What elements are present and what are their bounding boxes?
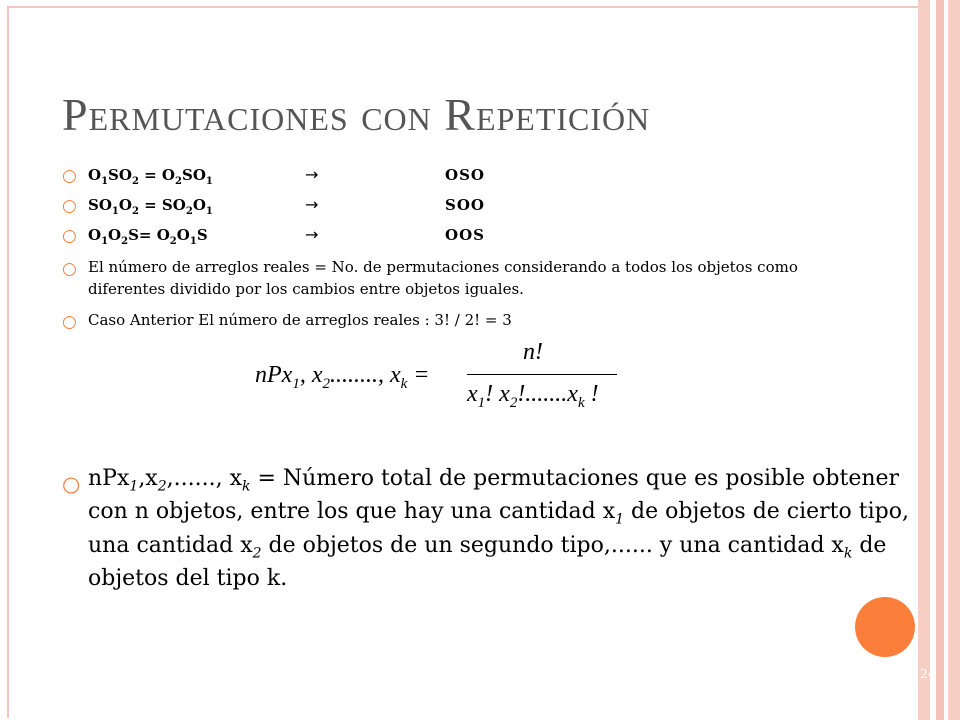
equation-result: OOS <box>445 226 485 244</box>
bullet-icon: ○ <box>62 472 81 496</box>
equation-row <box>88 166 213 187</box>
equation-row <box>88 226 208 247</box>
equation-lhs: $SO_1O_2 = SO_2O_1$ <box>88 196 213 217</box>
fraction-bar <box>467 374 617 375</box>
arrow-icon: → <box>305 195 319 214</box>
equation-result: SOO <box>445 196 485 214</box>
side-stripe <box>918 0 930 720</box>
bullet-icon: ○ <box>62 196 77 216</box>
equation-row <box>88 196 213 217</box>
arrow-icon: → <box>305 225 319 244</box>
slide-title: PERMUTACIONES CON REPETICIÓN <box>62 89 651 140</box>
equation-result: OSO <box>445 166 485 184</box>
formula-denominator: $x_1$! $x_2!.......x_k$ ! <box>467 381 599 411</box>
equation-lhs: $O_1SO_2 = O_2SO_1$ <box>88 166 213 187</box>
page-number: 24 <box>920 667 936 681</box>
permutation-formula <box>255 339 625 417</box>
equation-lhs: $O_1O_2S= O_2O_1S$ <box>88 226 208 247</box>
bullet-icon: ○ <box>62 166 77 186</box>
decorative-circle <box>855 597 915 657</box>
example-text: Caso Anterior El número de arreglos reales : 3! / 2! = 3 <box>88 311 512 329</box>
explanation-text: El número de arreglos reales = No. de permutaciones considerando a todos los objetos como diferentes dividido por los cambios entre objetos iguales. <box>88 258 798 298</box>
bullet-icon: ○ <box>62 226 77 246</box>
formula-lhs: nPx$_1$, $x_2$........, $x_k$ = <box>255 362 430 392</box>
formula-numerator: n! <box>523 339 543 365</box>
side-stripe <box>936 0 944 720</box>
bullet-icon: ○ <box>62 259 77 279</box>
definition-text: $nPx_1,x_2$,......, $x_k$ = Número total de permutaciones que es posible obtener con n objetos, entre los que hay una cantidad $x_1$ de objetos de cierto tipo, una cantidad $x_2$ de objetos de un segundo tipo,...... y una cantidad $x_k$ de objetos del tipo k. <box>88 466 909 592</box>
side-stripe <box>948 0 960 720</box>
bullet-icon: ○ <box>62 312 77 332</box>
arrow-icon: → <box>305 165 319 184</box>
